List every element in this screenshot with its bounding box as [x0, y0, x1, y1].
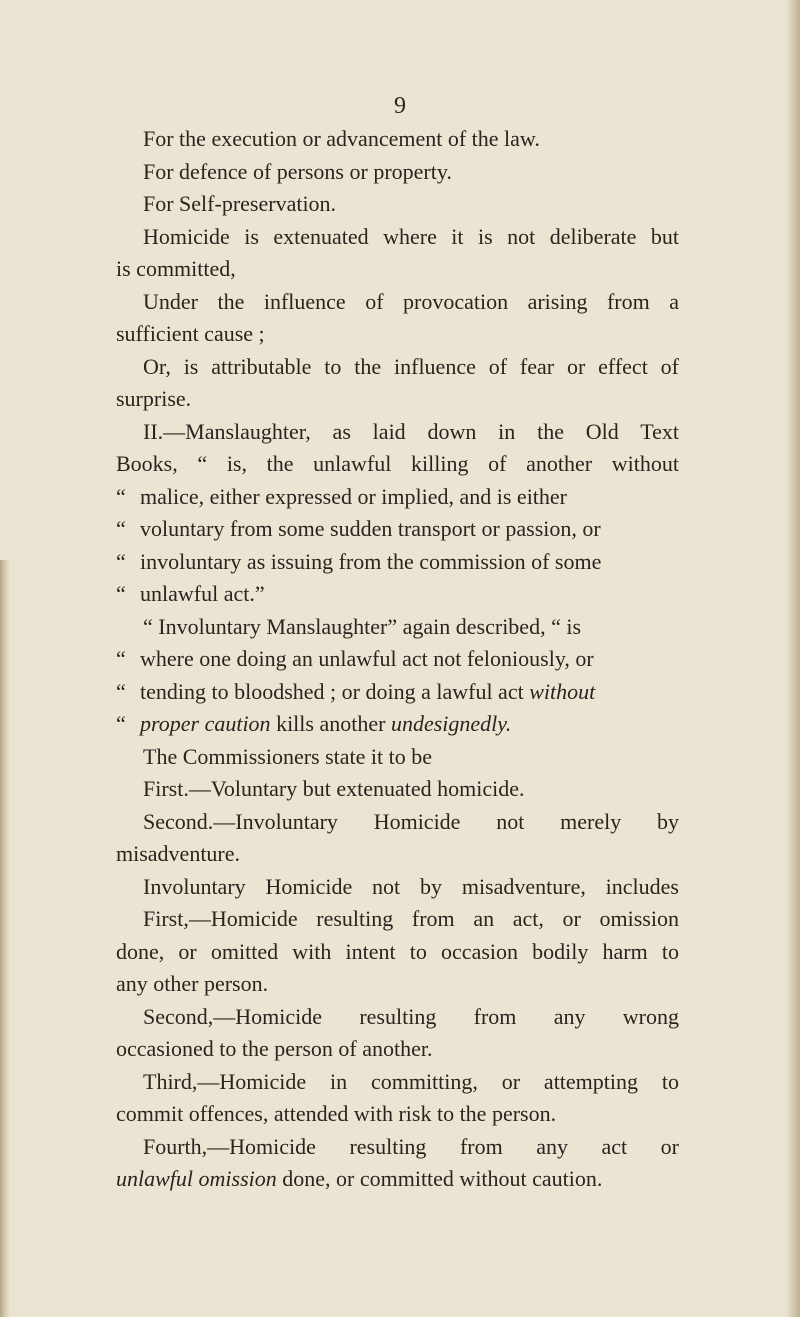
- text-line: commit offences, attended with risk to the person.: [116, 1101, 557, 1126]
- text-line: For the execution or advancement of the law.: [143, 126, 540, 151]
- quoted-line: [116, 481, 679, 514]
- open-quote: “: [116, 711, 126, 736]
- quoted-line: [116, 643, 679, 676]
- quoted-line-text: unlawful act.”: [140, 581, 265, 606]
- quoted-line: [116, 708, 679, 741]
- text-line: Under the influence of provocation arising from a: [143, 288, 679, 314]
- page-edge-right: [786, 0, 800, 1317]
- text-line: Or, is attributable to the influence of fear or effect of: [143, 353, 679, 379]
- italic-text: without: [529, 678, 596, 704]
- open-quote: “: [116, 548, 126, 574]
- quoted-line: [116, 676, 679, 709]
- quoted-line-text: involuntary as issuing from the commission of some: [140, 548, 602, 574]
- text-line: The Commissioners state it to be: [143, 743, 433, 769]
- text-line: First.—Voluntary but extenuated homicide.: [143, 776, 525, 801]
- quoted-line-text: where one doing an unlawful act not feloniously, or: [140, 646, 594, 671]
- text-line: Third,—Homicide in committing, or attempting to: [143, 1068, 679, 1094]
- italic-text: undesignedly.: [390, 711, 512, 736]
- text-line: surprise.: [116, 386, 192, 411]
- quoted-line-text: kills another: [276, 711, 386, 736]
- italic-text: unlawful omission: [116, 1166, 277, 1191]
- quoted-line: [116, 611, 679, 644]
- quoted-line-text: tending to bloodshed ; or doing a lawful act: [140, 678, 524, 704]
- open-quote: “: [116, 483, 126, 509]
- quoted-line-text: Involuntary Manslaughter” again described, “ is: [158, 613, 582, 639]
- text-line: For Self-preservation.: [143, 191, 337, 216]
- page-edge-left: [0, 560, 10, 1317]
- open-quote: “: [116, 646, 126, 671]
- open-quote: “: [116, 516, 126, 541]
- italic-text: proper caution: [140, 711, 271, 736]
- text-line: sufficient cause ;: [116, 321, 265, 346]
- text-line: II.—Manslaughter, as laid down in the Old Text: [143, 418, 679, 444]
- text-line: For defence of persons or property.: [143, 158, 452, 184]
- text-line: any other person.: [116, 971, 269, 996]
- text-line: is committed,: [116, 256, 236, 281]
- page-body: [116, 123, 679, 1196]
- text-line: Second,—Homicide resulting from any wrong: [143, 1003, 679, 1029]
- line-text: done, or committed without caution.: [282, 1166, 603, 1191]
- quoted-line-text: malice, either expressed or implied, and is either: [140, 483, 568, 509]
- text-line: Involuntary Homicide not by misadventure, includes: [143, 873, 679, 899]
- text-line: occasioned to the person of another.: [116, 1036, 433, 1061]
- text-line: misadventure.: [116, 841, 241, 866]
- text-line: First,—Homicide resulting from an act, or omission: [143, 906, 679, 931]
- quoted-line: [116, 513, 679, 546]
- open-quote: “: [143, 613, 153, 639]
- quoted-line: [116, 578, 679, 611]
- quoted-line: [116, 546, 679, 579]
- open-quote: “: [116, 581, 126, 606]
- page-number: 9: [394, 93, 406, 119]
- text-line: Second.—Involuntary Homicide not merely by: [143, 808, 679, 834]
- text-line: Fourth,—Homicide resulting from any act or: [143, 1133, 679, 1159]
- open-quote: “: [116, 678, 126, 704]
- text-line: Books, “ is, the unlawful killing of another without: [116, 451, 679, 476]
- text-line: [116, 1163, 679, 1196]
- text-line: done, or omitted with intent to occasion bodily harm to: [116, 938, 679, 964]
- quoted-line-text: voluntary from some sudden transport or passion, or: [140, 516, 601, 541]
- text-line: Homicide is extenuated where it is not deliberate but: [143, 223, 679, 249]
